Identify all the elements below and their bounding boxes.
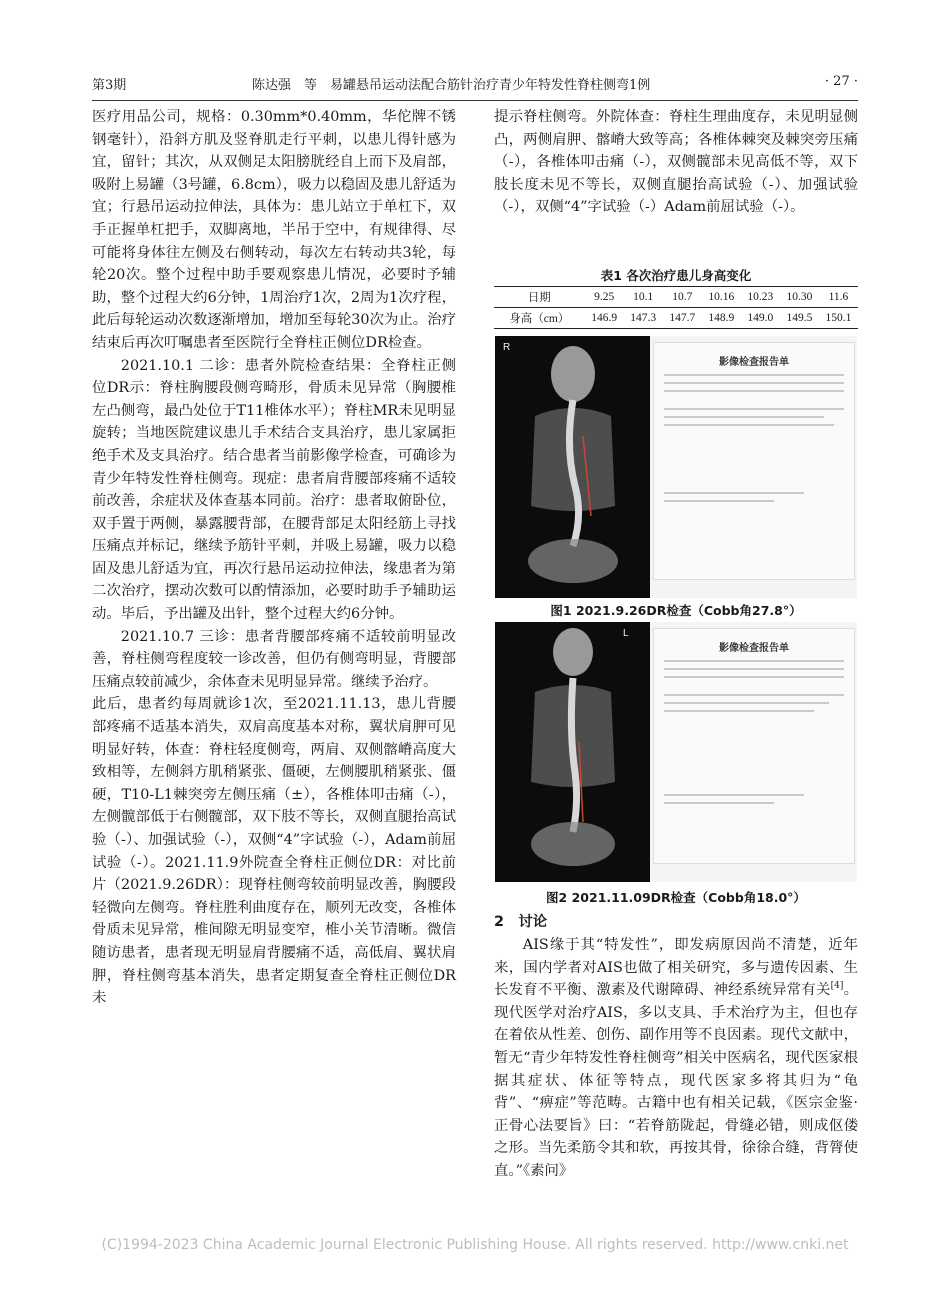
xray-image xyxy=(495,622,650,882)
table-header-cell: 10.16 xyxy=(702,287,741,308)
spine-xray-graphic xyxy=(495,622,650,882)
left-column xyxy=(92,106,456,1010)
table-header-cell: 11.6 xyxy=(819,287,858,308)
paragraph-discussion xyxy=(494,934,858,1183)
paragraph-follow-up: 此后，患者约每周就诊1次，至2021.11.13，患儿背腰部疼痛不适基本消失，双肩高度基本对称，翼状肩胛可见明显好转，体查：脊柱轻度侧弯，两肩、双侧髂嵴高度大致相等，左侧斜方肌稍紧张、僵硬，左侧腰肌稍紧张、僵硬，T10-L1棘突旁左侧压痛（±），各椎体叩击痛（-），左侧髋部低于右侧髋部，双下肢不等长，双侧直腿抬高试验（-）、加强试验（-），双侧“4”字试验（-），Adam前屈试验（-）。2021.11.9外院查全脊柱正侧位DR：对比前片（2021.9.26DR）：现脊柱侧弯较前明显改善，胸腰段轻微向左侧弯。脊柱胜利曲度存在，顺列无改变，各椎体骨质未见异常，椎间隙无明显变窄，椎小关节清晰。微信随访患者，患者现无明显肩背腰痛不适，高低肩、翼状肩胛，脊柱侧弯基本消失，患者定期复查全脊柱正侧位DR未 xyxy=(92,696,456,1007)
citation-ref: [4] xyxy=(830,981,844,992)
table-header-cell: 10.7 xyxy=(663,287,702,308)
table-header-cell: 10.1 xyxy=(624,287,663,308)
table-cell: 149.0 xyxy=(741,308,780,329)
report-sheet xyxy=(653,628,855,864)
paragraph-second-visit: 2021.10.1 二诊：患者外院检查结果：全脊柱正侧位DR示：脊柱胸腰段侧弯畸形，骨质未见异常（胸腰椎左凸侧弯，最凸处位于T11椎体水平）；脊柱MR未见明显旋转；当地医院建议患儿手术结合支具治疗，患儿家属拒绝手术及支具治疗。结合患者当前影像学检查，可确诊为青少年特发性脊柱侧弯。现症：患者肩背腰部疼痛不适较前改善，余症状及体查基本同前。治疗：患者取俯卧位，双手置于两侧，暴露腰背部，在腰背部足太阳经筋上寻找压痛点并标记，继续予筋针平刺，并吸上易罐，吸力以稳固及患儿舒适为宜，再次行悬吊运动拉伸法，缘患者为第二次治疗，摆动次数可以酌情添加，必要时助手予辅助运动。毕后，予出罐及出针，整个过程大约6分钟。 xyxy=(92,357,456,623)
copyright-footer: (C)1994-2023 China Academic Journal Electronic Publishing House. All rights reserved. http://www.cnki.net xyxy=(101,1237,849,1253)
table-cell: 148.9 xyxy=(702,308,741,329)
report-lines-graphic xyxy=(654,369,854,589)
spine-xray-graphic xyxy=(495,336,650,598)
header-rule xyxy=(92,100,858,101)
xray-marker: L xyxy=(623,628,629,639)
paragraph-third-visit: 2021.10.7 三诊：患者背腰部疼痛不适较前明显改善，脊柱侧弯程度较一诊改善，但仍有侧弯明显，背腰部压痛点较前减少，余体查未见明显异常。继续予治疗。 xyxy=(92,628,456,690)
figure1-image xyxy=(495,336,857,598)
discussion-column xyxy=(494,934,858,1183)
table-header-row xyxy=(494,287,858,308)
discussion-text-a: AIS缘于其“特发性”，即发病原因尚不清楚，近年来，国内学者对AIS也做了相关研究，多与遗传因素、生长发育不平衡、激素及代谢障碍、神经系统异常有关 xyxy=(494,937,858,999)
paragraph-exam-result: 提示脊柱侧弯。外院体查：脊柱生理曲度存，未见明显侧凸，两侧肩胛、髂嵴大致等高；各椎体棘突及棘突旁压痛（-），各椎体叩击痛（-），双侧髋部未见高低不等，双下肢长度未见不等长，双侧直腿抬高试验（-）、加强试验（-），双侧“4”字试验（-）Adam前屈试验（-）。 xyxy=(494,109,858,216)
height-table xyxy=(494,286,858,329)
table-cell: 147.7 xyxy=(663,308,702,329)
table-cell: 149.5 xyxy=(780,308,819,329)
running-title: 陈达强 等 易罐悬吊运动法配合筋针治疗青少年特发性脊柱侧弯1例 xyxy=(252,78,651,93)
table1-caption: 表1 各次治疗患儿身高变化 xyxy=(600,268,752,283)
table-header-cell: 日期 xyxy=(494,287,585,308)
section-heading: 2 讨论 xyxy=(494,914,548,930)
table-cell: 身高（cm） xyxy=(494,308,585,329)
figure2-image xyxy=(495,622,857,882)
table-header-cell: 10.30 xyxy=(780,287,819,308)
table-cell: 146.9 xyxy=(585,308,624,329)
report-lines-graphic xyxy=(654,655,854,875)
page-number: · 27 · xyxy=(824,74,858,89)
figure1-caption: 图1 2021.9.26DR检查（Cobb角27.8°） xyxy=(550,603,802,618)
table-cell: 147.3 xyxy=(624,308,663,329)
discussion-text-b: 。现代医学对治疗AIS，多以支具、手术治疗为主，但也存在着依从性差、创伤、副作用等不良因素。现代文献中，暂无“青少年特发性脊柱侧弯”相关中医病名，现代医家根据其症状、体征等特点，现代医家多将其归为“龟背”、“痹症”等范畴。古籍中也有相关记载，《医宗金鉴·正骨心法要旨》曰：“若脊筋陇起，骨缝必错，则成伛偻之形。当先柔筋令其和软，再按其骨，徐徐合缝，背膂使直。”《素问》 xyxy=(494,982,858,1179)
issue-number: 第3期 xyxy=(92,78,127,93)
xray-marker: R xyxy=(503,342,511,353)
figure2-caption: 图2 2021.11.09DR检查（Cobb角18.0°） xyxy=(546,890,806,905)
report-title: 影像检查报告单 xyxy=(719,643,789,654)
right-column-top xyxy=(494,106,858,219)
paragraph-treatment-detail: 医疗用品公司，规格：0.30mm*0.40mm，华佗牌不锈钢毫针），沿斜方肌及竖脊肌走行平刺，以患儿得针感为宜，留针；其次，从双侧足太阳膀胱经自上而下及肩部，吸附上易罐（3号罐，6.8cm），吸力以稳固及患儿舒适为宜；行悬吊运动拉伸法，具体为：患儿站立于单杠下，双手正握单杠把手，双脚离地，半吊于空中，有规律得、尽可能将身体往左侧及右侧转动，每次左右转动共3轮，每轮20次。整个过程中助手要观察患儿情况，必要时予辅助，整个过程大约6分钟，1周治疗1次，2周为1次疗程，此后每轮运动次数逐渐增加，增加至每轮30次为止。治疗结束后再次叮嘱患者至医院行全脊柱正侧位DR检查。 xyxy=(92,109,456,351)
table-row xyxy=(494,308,858,329)
table-header-cell: 10.23 xyxy=(741,287,780,308)
report-title: 影像检查报告单 xyxy=(719,357,789,368)
xray-image xyxy=(495,336,650,598)
report-sheet xyxy=(653,342,855,580)
table-header-cell: 9.25 xyxy=(585,287,624,308)
running-header xyxy=(92,74,858,98)
table-cell: 150.1 xyxy=(819,308,858,329)
